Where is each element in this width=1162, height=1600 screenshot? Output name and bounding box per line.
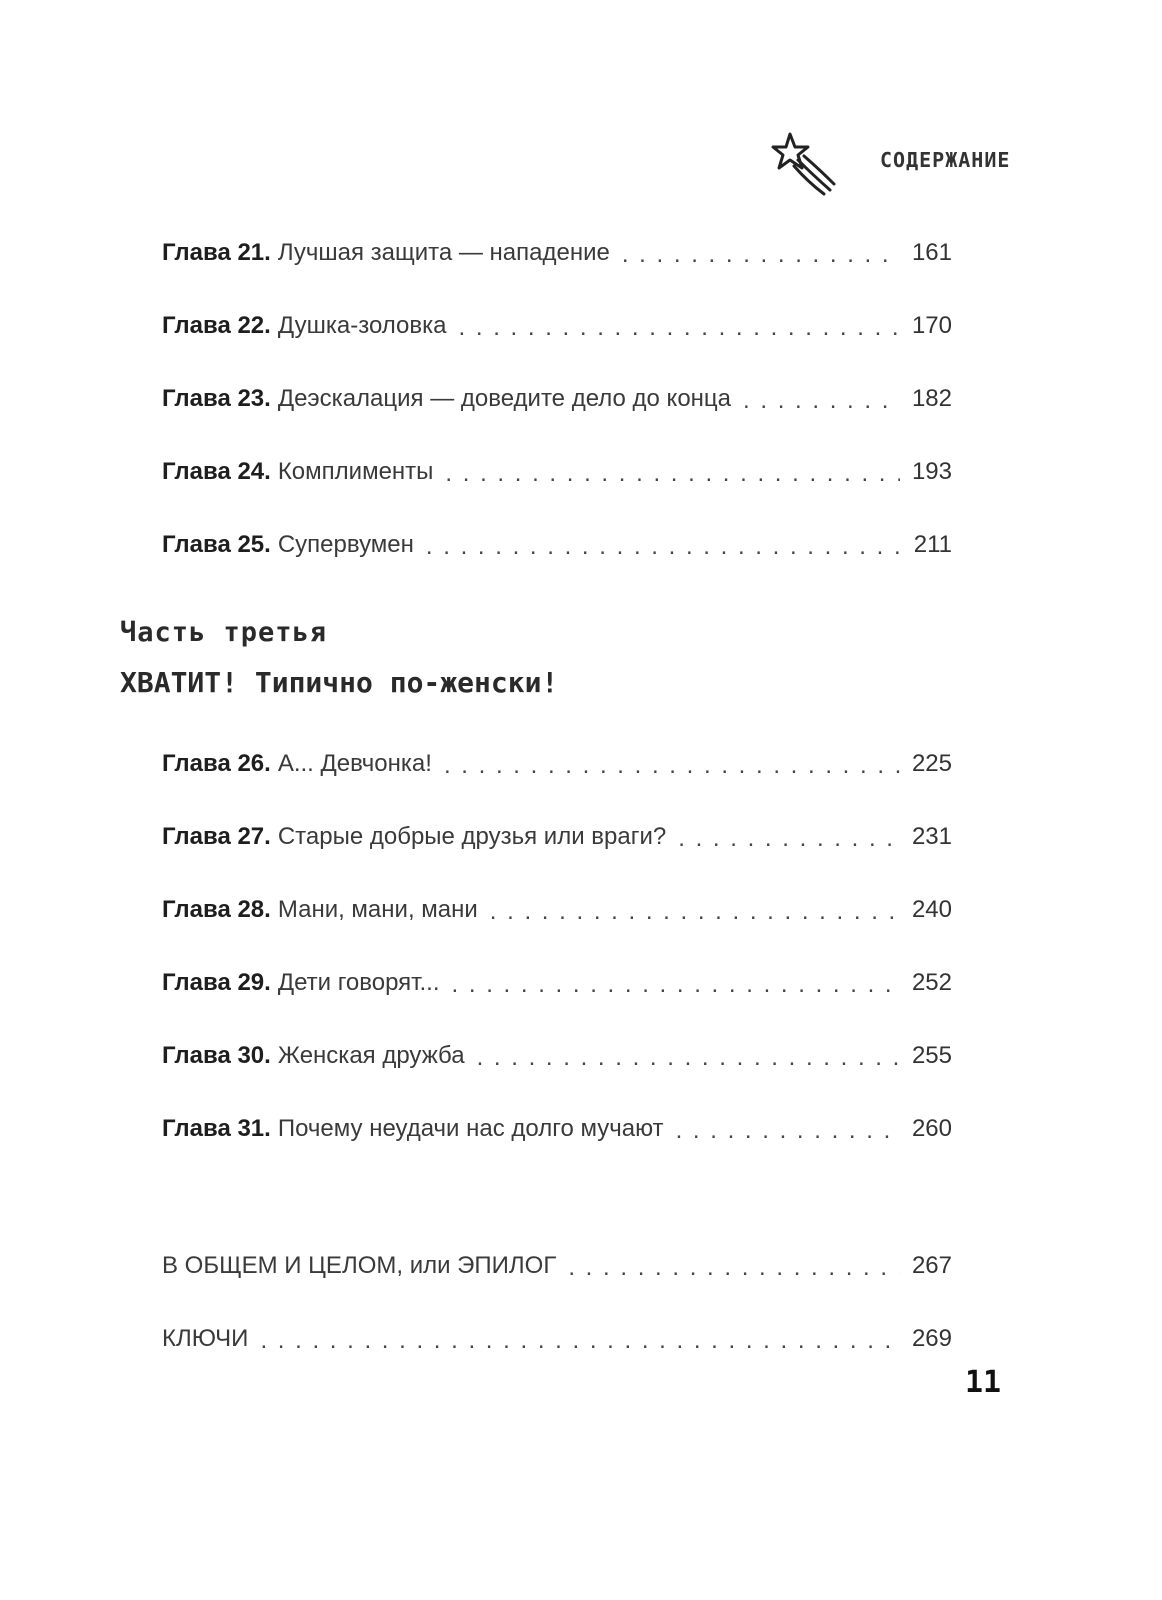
page-number: 170 — [911, 311, 952, 339]
toc-entry-30[interactable] — [162, 1019, 952, 1092]
part-label: Часть третья — [120, 617, 328, 648]
dot-leader — [459, 314, 900, 338]
chapter-title: Лучшая защита — нападение — [277, 238, 610, 266]
chapter-title: Дети говорят... — [277, 968, 440, 996]
toc-entry-26[interactable] — [162, 727, 952, 800]
page-number: 240 — [911, 895, 952, 923]
page-number: 260 — [911, 1114, 952, 1142]
toc-entry-keys[interactable] — [162, 1302, 952, 1375]
dot-leader — [426, 533, 900, 557]
chapter-title: А... Девчонка! — [277, 749, 432, 777]
chapter-number: Глава 21. — [162, 238, 271, 266]
dot-leader — [444, 752, 900, 776]
toc-entry-23[interactable] — [162, 362, 952, 435]
toc-entry-29[interactable] — [162, 946, 952, 1019]
page-number: 161 — [911, 238, 952, 266]
chapter-number: Глава 28. — [162, 895, 271, 923]
toc-section-b — [162, 727, 952, 1165]
dot-leader — [622, 241, 900, 265]
section-title: КЛЮЧИ — [162, 1324, 249, 1352]
chapter-title: Супервумен — [277, 530, 414, 558]
section-title: В ОБЩЕМ И ЦЕЛОМ, или ЭПИЛОГ — [162, 1251, 557, 1279]
toc-entry-25[interactable] — [162, 508, 952, 581]
chapter-title: Старые добрые друзья или враги? — [277, 822, 667, 850]
dot-leader — [568, 1254, 900, 1278]
chapter-number: Глава 27. — [162, 822, 271, 850]
dot-leader — [445, 460, 900, 484]
page-folio: 11 — [965, 1365, 1002, 1400]
dot-leader — [678, 825, 900, 849]
page-number: 269 — [911, 1324, 952, 1352]
dot-leader — [452, 971, 900, 995]
toc-entry-28[interactable] — [162, 873, 952, 946]
toc-entry-24[interactable] — [162, 435, 952, 508]
page-number: 225 — [911, 749, 952, 777]
dot-leader — [490, 898, 900, 922]
page-number: 193 — [911, 457, 952, 485]
chapter-number: Глава 23. — [162, 384, 271, 412]
chapter-title: Деэскалация — доведите дело до конца — [277, 384, 732, 412]
toc-section-a — [162, 216, 952, 581]
toc-section-c — [162, 1229, 952, 1375]
chapter-number: Глава 24. — [162, 457, 271, 485]
page-number: 182 — [911, 384, 952, 412]
chapter-number: Глава 26. — [162, 749, 271, 777]
chapter-number: Глава 30. — [162, 1041, 271, 1069]
shooting-star-icon — [768, 130, 838, 200]
toc-entry-epilogue[interactable] — [162, 1229, 952, 1302]
page-number: 211 — [913, 530, 952, 558]
toc-entry-21[interactable] — [162, 216, 952, 289]
chapter-title: Душка-золовка — [277, 311, 447, 339]
chapter-title: Женская дружба — [277, 1041, 465, 1069]
chapter-title: Комплименты — [277, 457, 434, 485]
dot-leader — [477, 1044, 900, 1068]
page-number: 267 — [911, 1251, 952, 1279]
toc-entry-31[interactable] — [162, 1092, 952, 1165]
dot-leader — [743, 387, 900, 411]
page-number: 231 — [911, 822, 952, 850]
dot-leader — [260, 1327, 900, 1351]
running-head: СОДЕРЖАНИЕ — [880, 148, 1011, 172]
chapter-number: Глава 22. — [162, 311, 271, 339]
chapter-number: Глава 25. — [162, 530, 271, 558]
chapter-title: Почему неудачи нас долго мучают — [277, 1114, 664, 1142]
page-header — [760, 130, 1020, 200]
page-number: 252 — [911, 968, 952, 996]
chapter-number: Глава 31. — [162, 1114, 271, 1142]
chapter-number: Глава 29. — [162, 968, 271, 996]
page-number: 255 — [911, 1041, 952, 1069]
chapter-title: Мани, мани, мани — [277, 895, 478, 923]
toc-entry-22[interactable] — [162, 289, 952, 362]
part-title: ХВАТИТ! Типично по-женски! — [120, 666, 559, 699]
toc-entry-27[interactable] — [162, 800, 952, 873]
dot-leader — [676, 1117, 900, 1141]
